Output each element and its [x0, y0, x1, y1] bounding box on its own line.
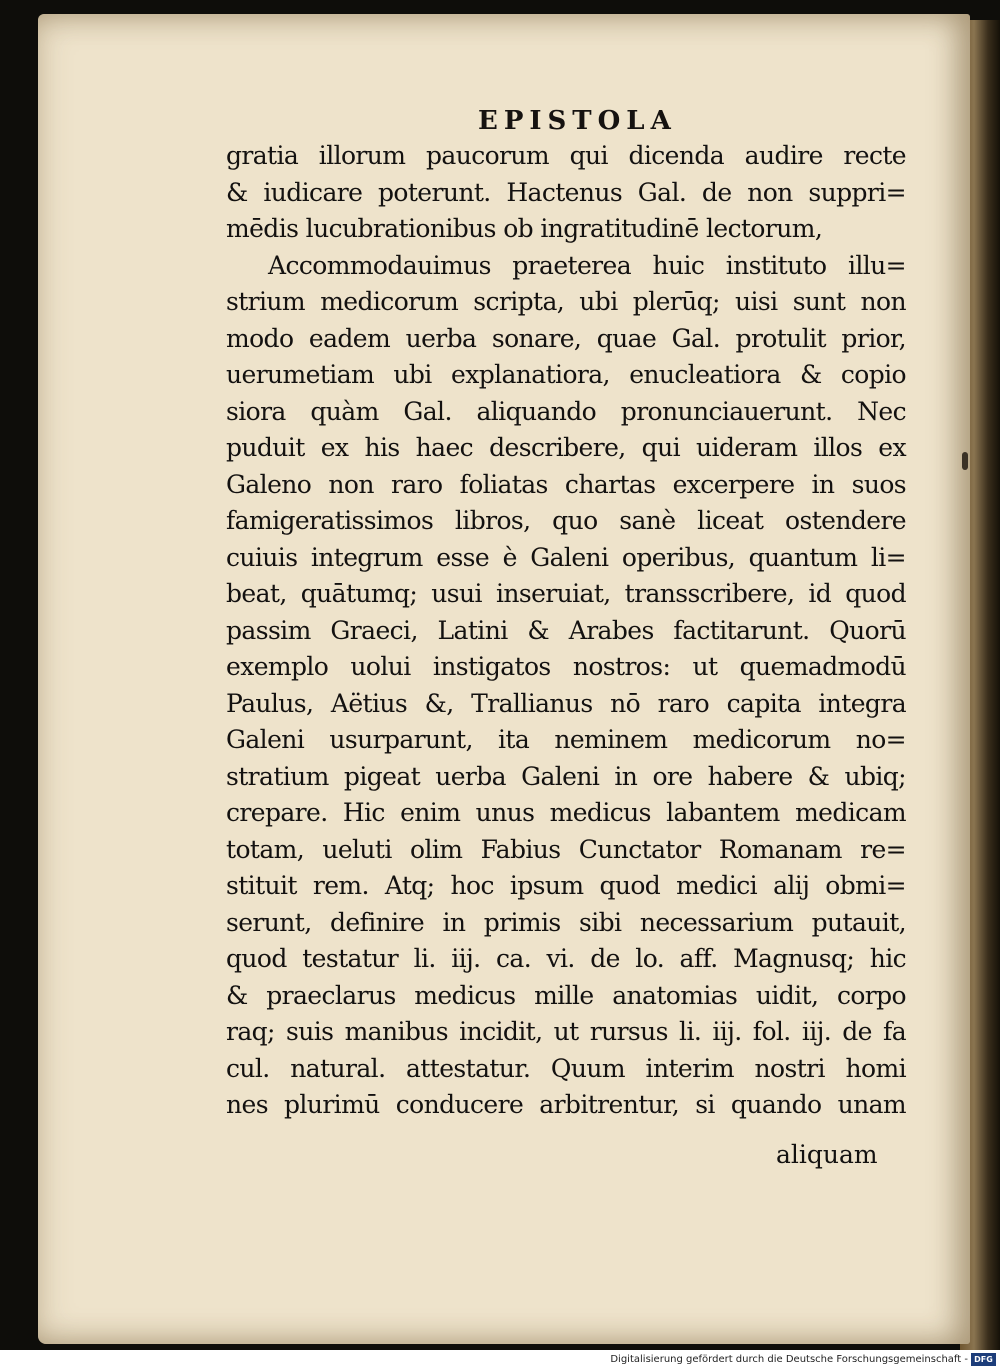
text-line: Galeni usurparunt, ita neminem medicorum no=: [226, 725, 906, 754]
funding-credit: Digitalisierung gefördert durch die Deutsche Forschungsgemeinschaft -: [610, 1354, 968, 1365]
dfg-logo: DFG: [971, 1353, 996, 1366]
text-line: serunt, definire in primis sibi necessarium putauit,: [226, 907, 906, 937]
page-text: [226, 138, 906, 1124]
text-line: siora quàm Gal. aliquando pronunciauerunt. Nec: [226, 396, 906, 426]
text-line: Accommodauimus praeterea huic instituto illu=: [268, 250, 906, 280]
text-line: stituit rem. Atq; hoc ipsum quod medici alij obmi=: [226, 871, 906, 900]
text-line: & praeclarus medicus mille anatomias uidit, corpo: [226, 980, 906, 1010]
text-line: strium medicorum scripta, ubi plerūq; uisi sunt non: [226, 287, 906, 316]
text-line: Galeno non raro foliatas chartas excerpere in suos: [226, 469, 906, 499]
text-line: exemplo uolui instigatos nostros: ut quemadmodū: [226, 652, 906, 681]
text-line: puduit ex his haec describere, qui uideram illos ex: [226, 433, 906, 462]
text-line: cul. natural. attestatur. Quum interim nostri homi: [226, 1053, 906, 1083]
text-line: stratium pigeat uerba Galeni in ore habere & ubiq;: [226, 761, 906, 791]
text-line: passim Graeci, Latini & Arabes factitarunt. Quorū: [226, 615, 906, 645]
text-line: gratia illorum paucorum qui dicenda audire recte: [226, 141, 906, 170]
running-header: EPISTOLA: [478, 106, 677, 136]
text-line: crepare. Hic enim unus medicus labantem medicam: [226, 798, 906, 827]
text-line: & iudicare poterunt. Hactenus Gal. de non suppri=: [226, 177, 906, 207]
catchword: aliquam: [776, 1140, 878, 1169]
text-line: Paulus, Aëtius &, Trallianus nō raro capita integra: [226, 688, 906, 718]
text-line: cuiuis integrum esse è Galeni operibus, quantum li=: [226, 542, 906, 572]
text-line: mēdis lucubrationibus ob ingratitudinē lectorum,: [226, 214, 823, 243]
text-line: beat, quātumq; usui inseruiat, transscribere, id quod: [226, 579, 906, 608]
text-line: nes plurimū conducere arbitrentur, si quando unam: [226, 1090, 906, 1119]
text-line: quod testatur li. iij. ca. vi. de lo. aff. Magnusq; hic: [226, 944, 906, 973]
text-line: totam, ueluti olim Fabius Cunctator Romanam re=: [226, 834, 906, 864]
text-line: uerumetiam ubi explanatiora, enucleatiora & copio: [226, 360, 906, 389]
text-line: modo eadem uerba sonare, quae Gal. protulit prior,: [226, 323, 906, 353]
margin-mark: [962, 452, 968, 470]
text-line: famigeratissimos libros, quo sanè liceat ostendere: [226, 506, 906, 535]
text-line: raq; suis manibus incidit, ut rursus li. iij. fol. iij. de fa: [226, 1017, 906, 1046]
